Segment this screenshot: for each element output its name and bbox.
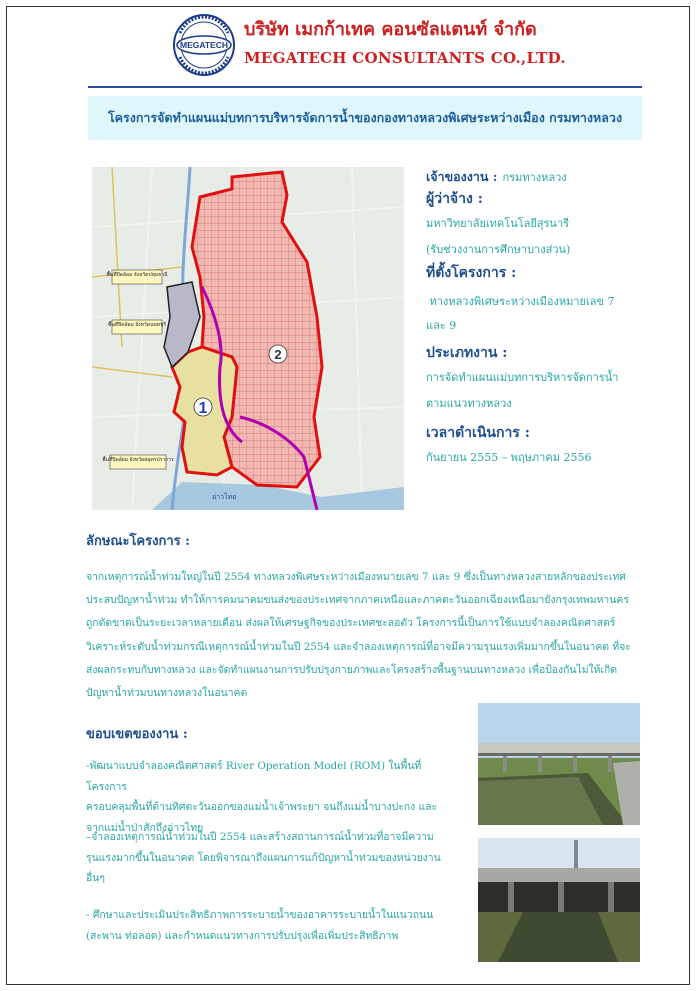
company-name-thai: บริษัท เมกก้าเทค คอนซัลแตนท์ จำกัด [244, 19, 537, 40]
scope-line: จากแม่น้ำป่าสักถึงอ่าวไทย [86, 821, 204, 834]
zone-1-marker: 1 [198, 400, 208, 417]
project-info-panel [426, 166, 666, 466]
scope-item-2 [86, 827, 456, 889]
characteristics-line: ส่งผลกระทบกับทางหลวง และจัดทำแผนงานการปรับปรุงกายภาพและโครงสร้างพื้นฐานบนทางหลวง เพื่อป้องกันไม่ให้เกิด [86, 663, 618, 676]
header-divider [88, 86, 642, 88]
scope-line: - ศึกษาและประเมินประสิทธิภาพการระบายน้ำของอาคารระบายน้ำในแนวถนน [86, 909, 434, 921]
project-title-banner [88, 96, 642, 140]
owner-value: กรมทางหลวง [502, 171, 567, 184]
characteristics-paragraph [86, 566, 661, 705]
work-type-value-1: การจัดทำแผนแม่บทการบริหารจัดการน้ำ [426, 371, 619, 384]
scope-line: อื่นๆ [86, 872, 105, 884]
location-label: ที่ตั้งโครงการ : [426, 265, 517, 281]
bridge-photo-2 [478, 838, 640, 962]
location-value-2: และ 9 [426, 319, 457, 332]
scope-item-1 [86, 756, 456, 838]
characteristics-line: ถูกตัดขาดเป็นระยะเวลาหลายเดือน ส่งผลให้เศรษฐกิจของประเทศชะลอตัว โครงการนี้เป็นการใช้แบบจำลองคณิตศาสตร์ [86, 617, 616, 630]
work-type-value-2: ตามแนวทางหลวง [426, 397, 512, 410]
scope-line: –จำลองเหตุการณ์น้ำท่วมในปี 2554 และสร้างสถานการณ์น้ำท่วมที่อาจมีความ [86, 831, 434, 843]
characteristics-line: จากเหตุการณ์น้ำท่วมใหญ่ในปี 2554 ทางหลวงพิเศษระหว่างเมืองหมายเลข 7 และ 9 ซึ่งเป็นทางหลวงสายหลักของประเทศ [86, 571, 626, 583]
scope-title: ขอบเขตของงาน : [86, 727, 188, 742]
company-logo [172, 13, 236, 77]
zone-2-marker: 2 [274, 347, 282, 362]
company-name-english: MEGATECH CONSULTANTS CO.,LTD. [244, 49, 566, 67]
callout-pathumthani: พื้นที่ปิดล้อม จังหวัดปทุมธานี [106, 272, 168, 278]
employer-value-1: มหาวิทยาลัยเทคโนโลยีสุรนารี [426, 217, 570, 230]
owner-row [426, 166, 666, 188]
scope-line: (สะพาน ท่อลอด) และกำหนดแนวทางการปรับปรุงเพื่อเพิ่มประสิทธิภาพ [86, 929, 399, 942]
employer-label: ผู้ว่าจ้าง : [426, 191, 483, 207]
scope-line: รุนแรงมากขึ้นในอนาคต โดยพิจารณาถึงแผนการแก้ปัญหาน้ำท่วมของหน่วยงาน [86, 851, 441, 864]
period-value: กันยายน 2555 – พฤษภาคม 2556 [426, 451, 592, 464]
characteristics-line: วิเคราะห์ระดับน้ำท่วมกรณีเหตุการณ์น้ำท่วมในปี 2554 และจำลองเหตุการณ์ที่อาจมีความรุนแรงเพิ่มมากขึ้นในอนาคต ที่จะ [86, 640, 631, 653]
callout-nonthaburi: พื้นที่ปิดล้อม จังหวัดนนทบุรี [108, 322, 166, 328]
svg-text:MEGATECH: MEGATECH [179, 40, 229, 50]
project-area-map [92, 167, 404, 510]
scope-line: ครอบคลุมพื้นที่ด้านทิศตะวันออกของแม่น้ำเจ้าพระยา จนถึงแม่น้ำบางปะกง และ [86, 801, 438, 813]
characteristics-title: ลักษณะโครงการ : [86, 534, 190, 549]
location-value-1: ทางหลวงพิเศษระหว่างเมืองหมายเลข 7 [426, 295, 615, 308]
characteristics-line: ปัญหาน้ำท่วมบนทางหลวงในอนาคต [86, 687, 248, 700]
sea-label: อ่าวไทย [212, 494, 237, 501]
callout-samutprakan: พื้นที่ปิดล้อม จังหวัดสมุทรปราการ [102, 457, 174, 463]
characteristics-line: ประสบปัญหาน้ำท่วม ทำให้การคมนาคมขนส่งของประเทศจากภาคเหนือและภาคตะวันออกเฉียงเหนือมายังกรุงเทพมหานคร [86, 594, 629, 607]
work-type-label: ประเภทงาน : [426, 345, 508, 361]
owner-label: เจ้าของงาน : [426, 169, 498, 184]
scope-line: -พัฒนาแบบจำลองคณิตศาสตร์ River Operation Model (ROM) ในพื้นที่โครงการ [86, 760, 422, 793]
period-label: เวลาดำเนินการ : [426, 425, 530, 441]
employer-value-2: (รับช่วงงานการศึกษาบางส่วน) [426, 243, 571, 256]
scope-item-3 [86, 905, 456, 946]
project-title: โครงการจัดทำแผนแม่บทการบริหารจัดการน้ำของกองทางหลวงพิเศษระหว่างเมือง กรมทางหลวง [107, 110, 623, 125]
bridge-photo-1 [478, 703, 640, 825]
